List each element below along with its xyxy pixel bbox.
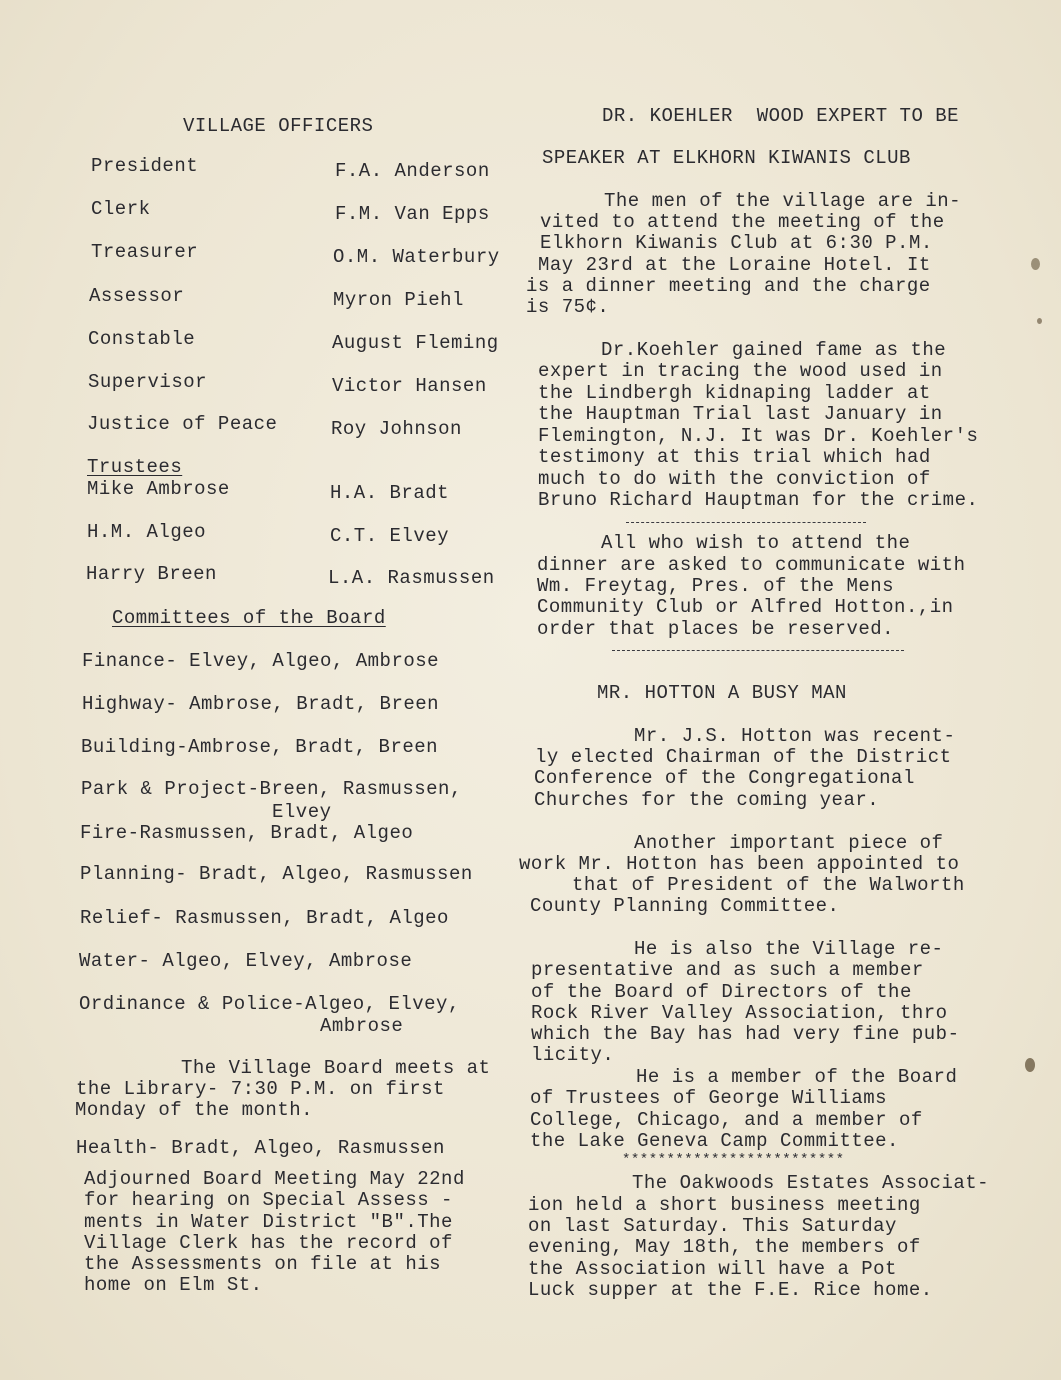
committee-line: Elvey xyxy=(272,801,332,823)
hotton-para-4: College, Chicago, and a member of xyxy=(530,1109,923,1131)
hotton-para-3: He is also the Village re- xyxy=(634,938,944,960)
oakwoods-para: on last Saturday. This Saturday xyxy=(528,1215,897,1237)
hotton-para-4: of Trustees of George Williams xyxy=(530,1087,888,1109)
koehler-para-1: May 23rd at the Loraine Hotel. It xyxy=(538,254,931,276)
board-meets-line: the Library- 7:30 P.M. on first xyxy=(76,1078,445,1100)
officer-role: Constable xyxy=(88,328,196,350)
hotton-para-2: work Mr. Hotton has been appointed to xyxy=(519,853,960,875)
hotton-para-1: Conference of the Congregational xyxy=(534,767,915,789)
koehler-para-1: is a dinner meeting and the charge xyxy=(526,275,931,297)
koehler-para-3: dinner are asked to communicate with xyxy=(537,554,966,576)
hotton-para-3: Rock River Valley Association, thro xyxy=(531,1002,948,1024)
adjourned-line: the Assessments on file at his xyxy=(84,1253,442,1275)
committee-line: Ambrose xyxy=(320,1015,404,1037)
officer-name: Roy Johnson xyxy=(331,418,462,440)
koehler-para-1: Elkhorn Kiwanis Club at 6:30 P.M. xyxy=(540,232,933,254)
adjourned-line: for hearing on Special Assess - xyxy=(84,1189,453,1211)
section-divider xyxy=(626,522,866,523)
star-divider: ************************* xyxy=(622,1152,845,1168)
koehler-para-3: order that places be reserved. xyxy=(537,618,895,640)
adjourned-line: home on Elm St. xyxy=(84,1274,263,1296)
adjourned-line: ments in Water District "B".The xyxy=(84,1211,453,1233)
koehler-para-3: Community Club or Alfred Hotton.,in xyxy=(537,596,954,618)
hotton-para-2: that of President of the Walworth xyxy=(572,874,965,896)
officer-name: Myron Piehl xyxy=(333,289,464,311)
hotton-para-3: which the Bay has had very fine pub- xyxy=(531,1023,960,1045)
koehler-para-1: is 75¢. xyxy=(526,296,610,318)
officer-name: Victor Hansen xyxy=(332,375,487,397)
koehler-para-2: testimony at this trial which had xyxy=(538,446,931,468)
hotton-para-4: the Lake Geneva Camp Committee. xyxy=(530,1130,899,1152)
committees-heading: Committees of the Board xyxy=(112,607,386,629)
committee-line: Ordinance & Police-Algeo, Elvey, xyxy=(79,993,460,1015)
koehler-para-2: Bruno Richard Hauptman for the crime. xyxy=(538,489,979,511)
officer-name: O.M. Waterbury xyxy=(333,246,500,268)
officer-role: President xyxy=(91,155,199,177)
koehler-para-2: the Hauptman Trial last January in xyxy=(538,403,943,425)
hotton-para-3: of the Board of Directors of the xyxy=(531,981,912,1003)
trustee-name: Mike Ambrose xyxy=(87,478,230,500)
hotton-para-1: ly elected Chairman of the District xyxy=(535,746,952,768)
officer-role: Supervisor xyxy=(88,371,208,393)
koehler-para-2: much to do with the conviction of xyxy=(538,468,931,490)
koehler-para-2: the Lindbergh kidnaping ladder at xyxy=(538,382,931,404)
committee-line: Water- Algeo, Elvey, Ambrose xyxy=(79,950,413,972)
committee-line: Planning- Bradt, Algeo, Rasmussen xyxy=(80,863,473,885)
koehler-para-2: Flemington, N.J. It was Dr. Koehler's xyxy=(538,425,979,447)
oakwoods-para: ion held a short business meeting xyxy=(528,1194,921,1216)
koehler-para-1: vited to attend the meeting of the xyxy=(540,211,945,233)
trustees-heading: Trustees xyxy=(87,456,183,478)
oakwoods-para: the Association will have a Pot xyxy=(528,1258,897,1280)
committee-line: Highway- Ambrose, Bradt, Breen xyxy=(82,693,440,715)
koehler-para-2: expert in tracing the wood used in xyxy=(538,360,943,382)
committee-line: Park & Project-Breen, Rasmussen, xyxy=(81,778,462,800)
adjourned-line: Village Clerk has the record of xyxy=(84,1232,453,1254)
hotton-para-3: licity. xyxy=(531,1044,615,1066)
committee-line: Fire-Rasmussen, Bradt, Algeo xyxy=(80,822,414,844)
koehler-para-3: Wm. Freytag, Pres. of the Mens xyxy=(537,575,895,597)
trustee-name: Harry Breen xyxy=(86,563,217,585)
board-meets-line: The Village Board meets at xyxy=(181,1057,491,1079)
trustee-name: C.T. Elvey xyxy=(330,525,450,547)
paper-stain xyxy=(1037,318,1042,324)
committee-line: Relief- Rasmussen, Bradt, Algeo xyxy=(80,907,449,929)
paper-stain xyxy=(1031,258,1040,270)
officer-name: F.A. Anderson xyxy=(335,160,490,182)
koehler-para-3: All who wish to attend the xyxy=(601,532,911,554)
hotton-para-3: presentative and as such a member xyxy=(531,959,924,981)
koehler-para-1: The men of the village are in- xyxy=(604,190,962,212)
hotton-para-1: Mr. J.S. Hotton was recent- xyxy=(634,725,956,747)
hotton-para-4: He is a member of the Board xyxy=(636,1066,958,1088)
section-divider xyxy=(612,650,904,651)
koehler-para-2: Dr.Koehler gained fame as the xyxy=(601,339,947,361)
board-meets-line: Monday of the month. xyxy=(75,1099,314,1121)
oakwoods-para: evening, May 18th, the members of xyxy=(528,1236,921,1258)
hotton-headline: MR. HOTTON A BUSY MAN xyxy=(597,682,847,704)
hotton-para-1: Churches for the coming year. xyxy=(534,789,880,811)
officer-name: F.M. Van Epps xyxy=(335,203,490,225)
oakwoods-para: The Oakwoods Estates Associat- xyxy=(632,1172,990,1194)
trustee-name: L.A. Rasmussen xyxy=(328,567,495,589)
committee-line: Building-Ambrose, Bradt, Breen xyxy=(81,736,439,758)
koehler-headline-1: DR. KOEHLER WOOD EXPERT TO BE xyxy=(602,105,960,127)
health-committee: Health- Bradt, Algeo, Rasmussen xyxy=(76,1137,445,1159)
trustee-name: H.M. Algeo xyxy=(87,521,207,543)
hotton-para-2: County Planning Committee. xyxy=(530,895,840,917)
officer-name: August Fleming xyxy=(332,332,499,354)
paper-stain xyxy=(1025,1058,1035,1072)
adjourned-line: Adjourned Board Meeting May 22nd xyxy=(84,1168,465,1190)
officer-role: Assessor xyxy=(89,285,185,307)
committee-line: Finance- Elvey, Algeo, Ambrose xyxy=(82,650,440,672)
hotton-para-2: Another important piece of xyxy=(634,832,944,854)
officer-role: Treasurer xyxy=(91,241,199,263)
officer-role: Justice of Peace xyxy=(87,413,278,435)
officer-role: Clerk xyxy=(91,198,151,220)
village-officers-title: VILLAGE OFFICERS xyxy=(183,115,374,137)
oakwoods-para: Luck supper at the F.E. Rice home. xyxy=(528,1279,933,1301)
koehler-headline-2: SPEAKER AT ELKHORN KIWANIS CLUB xyxy=(542,147,911,169)
trustee-name: H.A. Bradt xyxy=(330,482,450,504)
